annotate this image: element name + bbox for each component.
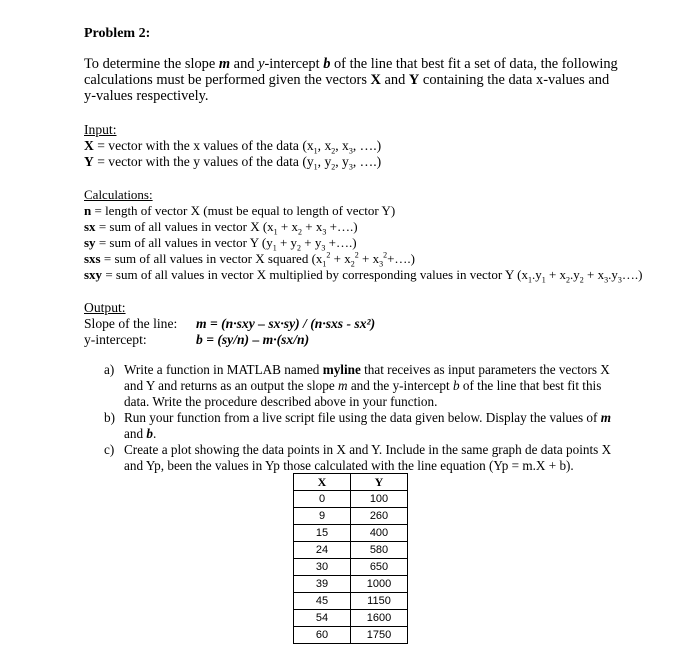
task-c: c) Create a plot showing the data points in X and Y. Include in the same graph de data points X and Yp, been the values in Yp those calculated with the line equation (Yp = m.X + b).: [104, 442, 612, 473]
header-x: X: [294, 474, 351, 491]
task-list: [84, 362, 624, 474]
table-header-row: [294, 474, 408, 491]
cell-y: 1750: [351, 627, 408, 644]
input-x-line: X = vector with the x values of the data ($x_1$, $x_2$, $x_3$, ….): [84, 138, 382, 156]
cell-y: 1150: [351, 593, 408, 610]
table-row: [294, 576, 408, 593]
cell-x: 0: [294, 491, 351, 508]
intercept-label: y-intercept:: [84, 332, 147, 347]
table-row: [294, 559, 408, 576]
cell-x: 15: [294, 525, 351, 542]
slope-row: [84, 316, 624, 332]
task-b: b) Run your function from a live script file using the data given below. Display the values of m and b.: [104, 410, 611, 441]
cell-y: 1600: [351, 610, 408, 627]
problem-title: Problem 2:: [84, 26, 151, 41]
cell-x: 60: [294, 627, 351, 644]
calc-sxy-line: sxy = sum of all values in vector X multiplied by corresponding values in vector Y ($x_1.y_1 + x_2.y_2$ + $x_3.y_3\dots$.): [84, 267, 643, 285]
slope-formula: m = (n·sxy – sx·sy) / (n·sxs - sx²): [196, 316, 376, 331]
cell-y: 100: [351, 491, 408, 508]
calc-sy-line: sy = sum of all values in vector Y ($y_1 + y_2 + y_3$ +….): [84, 235, 357, 253]
slope-label: Slope of the line:: [84, 316, 178, 331]
data-table: [293, 473, 408, 644]
input-heading: Input:: [84, 122, 117, 137]
table-row: [294, 525, 408, 542]
data-table-wrapper: [293, 473, 408, 644]
calc-sxs-line: sxs = sum of all values in vector X squared ($x_1^2 + x_2^2$ + $x_3^2+\dots$.): [84, 250, 416, 269]
table-row: [294, 542, 408, 559]
calculations-section: [84, 187, 643, 285]
cell-y: 1000: [351, 576, 408, 593]
intercept-row: [84, 332, 624, 348]
calc-n-line: n = length of vector X (must be equal to length of vector Y): [84, 203, 396, 218]
cell-y: 580: [351, 542, 408, 559]
header-y: Y: [351, 474, 408, 491]
calc-sx-line: sx = sum of all values in vector X ($x_1 + x_2 + x_3$ +….): [84, 219, 358, 237]
cell-x: 30: [294, 559, 351, 576]
cell-x: 45: [294, 593, 351, 610]
intro-paragraph: To determine the slope m and y-intercept b of the line that best fit a set of data, the following calculations must be performed given the vectors X and Y containing the data x-values and y-values respectively.: [84, 56, 618, 104]
problem-document: [84, 26, 643, 474]
input-y-line: Y = vector with the y values of the data ($y_1$, $y_2$, $y_3$, ….): [84, 154, 382, 172]
table-body: [294, 491, 408, 644]
table-row: [294, 508, 408, 525]
cell-x: 9: [294, 508, 351, 525]
cell-y: 650: [351, 559, 408, 576]
table-row: [294, 610, 408, 627]
cell-x: 39: [294, 576, 351, 593]
table-row: [294, 593, 408, 610]
cell-x: 24: [294, 542, 351, 559]
cell-y: 400: [351, 525, 408, 542]
output-section: [84, 300, 624, 348]
table-row: [294, 627, 408, 644]
cell-x: 54: [294, 610, 351, 627]
task-a: a) Write a function in MATLAB named myline that receives as input parameters the vectors X and Y and returns as an output the slope m and the y-intercept b of the line that best fit this data. Write the procedure described above in your function.: [104, 362, 610, 409]
table-row: [294, 491, 408, 508]
input-section: [84, 122, 624, 170]
output-heading: Output:: [84, 300, 126, 315]
intercept-formula: b = (sy/n) – m·(sx/n): [196, 332, 310, 347]
cell-y: 260: [351, 508, 408, 525]
calculations-heading: Calculations:: [84, 187, 153, 202]
